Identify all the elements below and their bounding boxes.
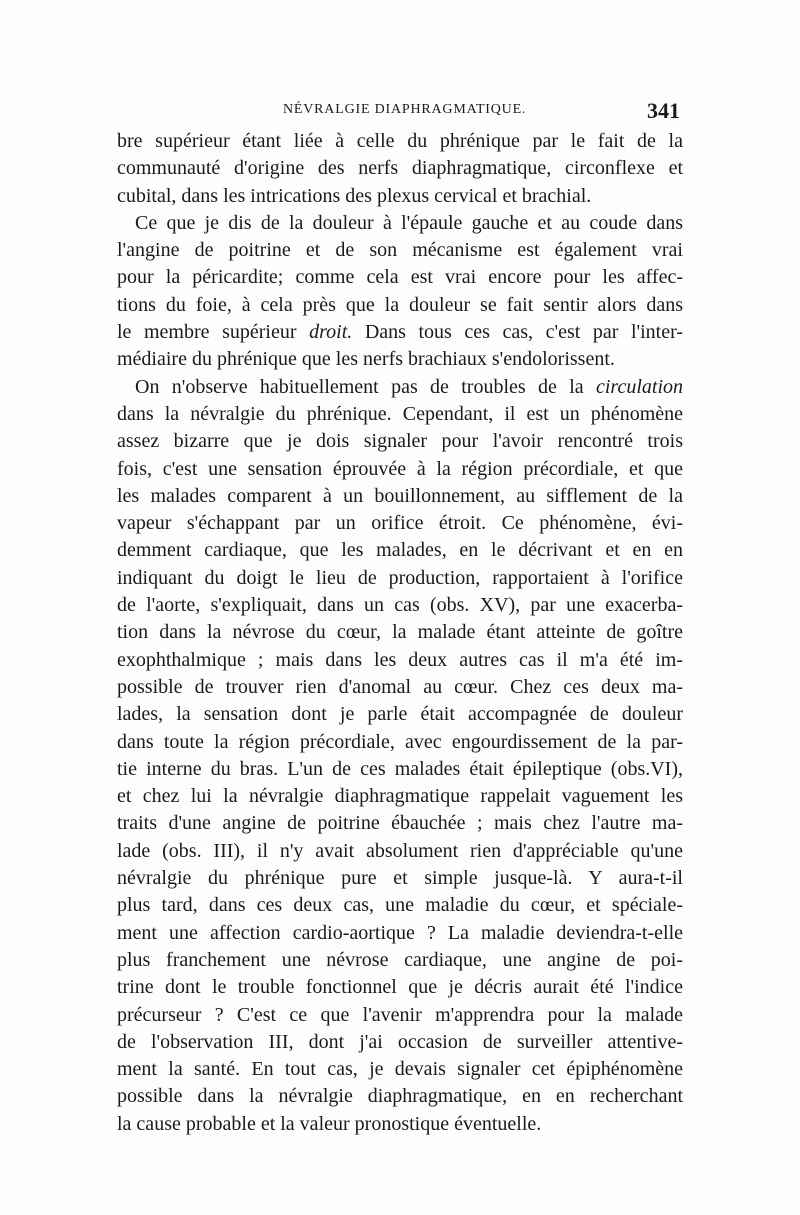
text-line: possible de trouver rien d'anomal au cœur. Chez ces deux ma- bbox=[117, 675, 683, 698]
text-line: indiquant du doigt le lieu de production, rapportaient à l'orifice bbox=[117, 566, 683, 589]
emphasized-word: droit. bbox=[309, 321, 353, 344]
running-title: NÉVRALGIE DIAPHRAGMATIQUE. bbox=[283, 102, 527, 117]
running-head bbox=[118, 98, 680, 122]
text-line: tion dans la névrose du cœur, la malade étant atteinte de goître bbox=[117, 621, 683, 644]
text-line: lade (obs. III), il n'y avait absolument rien d'appréciable qu'une bbox=[117, 839, 683, 862]
emphasized-word: circulation bbox=[595, 375, 683, 398]
text-line: de l'aorte, s'expliquait, dans un cas (obs. XV), par une exacerba- bbox=[117, 594, 683, 617]
text-segment: On n'observe habituellement pas de troubles de la bbox=[135, 375, 584, 398]
text-line: plus franchement une névrose cardiaque, une angine de poi- bbox=[117, 948, 683, 971]
text-line: lades, la sensation dont je parle était accompagnée de douleur bbox=[117, 703, 683, 726]
text-line: vapeur s'échappant par un orifice étroit. Ce phénomène, évi- bbox=[117, 512, 683, 535]
text-segment: le membre supérieur bbox=[117, 321, 297, 344]
text-line: ment une affection cardio-aortique ? La maladie deviendra-t-elle bbox=[117, 921, 683, 944]
text-line: demment cardiaque, que les malades, en le décrivant et en en bbox=[117, 539, 683, 562]
text-line-mixed bbox=[117, 374, 683, 401]
text-line: ment la santé. En tout cas, je devais signaler cet épiphénomène bbox=[117, 1058, 683, 1081]
text-line: possible dans la névralgie diaphragmatique, en en recherchant bbox=[117, 1085, 683, 1108]
text-line: communauté d'origine des nerfs diaphragmatique, circonflexe et bbox=[117, 157, 683, 180]
text-line: tie interne du bras. L'un de ces malades était épileptique (obs.VI), bbox=[117, 757, 683, 780]
text-line: assez bizarre que je dois signaler pour l'avoir rencontré trois bbox=[117, 430, 683, 453]
text-line: les malades comparent à un bouillonnement, au sifflement de la bbox=[117, 484, 683, 507]
text-line: trine dont le trouble fonctionnel que je décris aurait été l'indice bbox=[117, 976, 683, 999]
text-line: précurseur ? C'est ce que l'avenir m'apprendra pour la malade bbox=[117, 1003, 683, 1026]
page-number: 341 bbox=[647, 98, 680, 123]
text-line: exophthalmique ; mais dans les deux autres cas il m'a été im- bbox=[117, 648, 683, 671]
body-text bbox=[117, 128, 683, 1138]
text-line: bre supérieur étant liée à celle du phrénique par le fait de la bbox=[117, 130, 683, 152]
text-line: Ce que je dis de la douleur à l'épaule gauche et au coude dans bbox=[135, 211, 683, 234]
text-line: pour la péricardite; comme cela est vrai encore pour les affec- bbox=[117, 266, 683, 289]
text-line: cubital, dans les intrications des plexus cervical et brachial. bbox=[117, 184, 592, 207]
text-line: médiaire du phrénique que les nerfs brachiaux s'endolorissent. bbox=[117, 348, 615, 371]
text-line: de l'observation III, dont j'ai occasion de surveiller attentive- bbox=[117, 1030, 683, 1053]
text-line: tions du foie, à cela près que la douleur se fait sentir alors dans bbox=[117, 293, 683, 316]
text-line: fois, c'est une sensation éprouvée à la région précordiale, et que bbox=[117, 457, 683, 480]
text-line: dans la névralgie du phrénique. Cependant, il est un phénomène bbox=[117, 402, 683, 425]
text-line: la cause probable et la valeur pronostique éventuelle. bbox=[117, 1112, 542, 1135]
text-line: traits d'une angine de poitrine ébauchée ; mais chez l'autre ma- bbox=[117, 812, 683, 835]
text-segment: Dans tous ces cas, c'est par l'inter- bbox=[364, 321, 683, 344]
text-line: dans toute la région précordiale, avec engourdissement de la par- bbox=[117, 730, 683, 753]
text-line: l'angine de poitrine et de son mécanisme est également vrai bbox=[117, 239, 683, 262]
text-line: névralgie du phrénique pure et simple jusque-là. Y aura-t-il bbox=[117, 867, 683, 890]
text-line: plus tard, dans ces deux cas, une maladie du cœur, et spéciale- bbox=[117, 894, 683, 917]
text-line: et chez lui la névralgie diaphragmatique rappelait vaguement les bbox=[117, 785, 683, 808]
text-line-mixed bbox=[117, 319, 683, 346]
